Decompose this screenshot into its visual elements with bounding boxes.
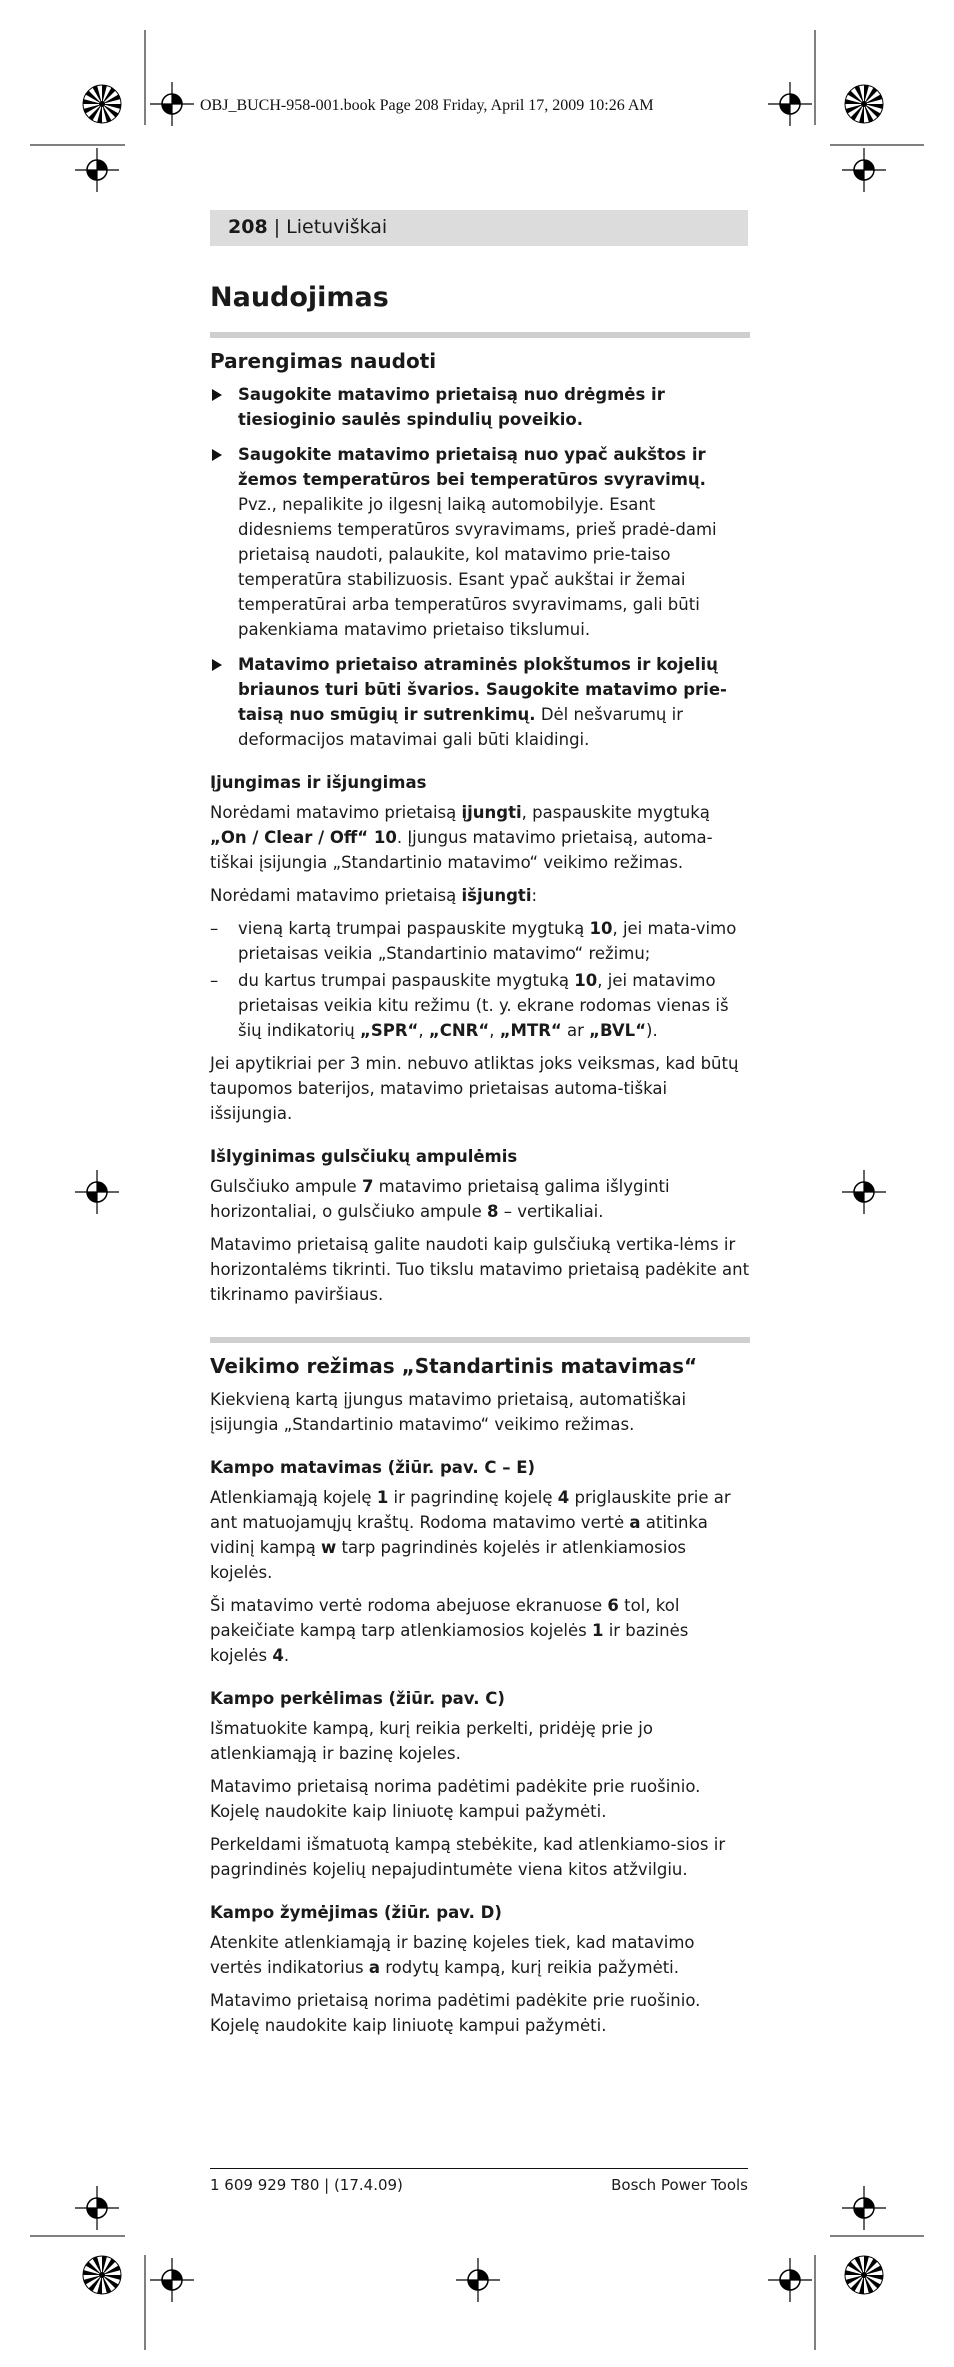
paragraph: Gulsčiuko ampule 7 matavimo prietaisą galima išlyginti horizontaliai, o gulsčiuko ampule 8 – vertikaliai. [210,1177,670,1221]
paragraph: Ši matavimo vertė rodoma abejuose ekranuose 6 tol, kol pakeičiate kampą tarp atlenkiamosios kojelės 1 ir bazinės kojelės 4. [210,1596,689,1665]
safety-list [210,382,750,752]
heading-kampo-matavimas: Kampo matavimas (žiūr. pav. C – E) [210,1458,536,1477]
paragraph: Norėdami matavimo prietaisą išjungti: [210,886,538,905]
paragraph: Jei apytikriai per 3 min. nebuvo atliktas joks veiksmas, kad būtų taupomos baterijos, matavimo prietaisas automa-tiškai išsijungia. [210,1054,739,1123]
paragraph: Perkeldami išmatuotą kampą stebėkite, kad atlenkiamo-sios ir pagrindinės kojelių nepajudintumėte viena kitos atžvilgiu. [210,1835,726,1879]
heading-kampo-zymejimas: Kampo žymėjimas (žiūr. pav. D) [210,1903,502,1922]
paragraph: Kiekvieną kartą įjungus matavimo prietaisą, automatiškai įsijungia „Standartinio matavimo“ veikimo režimas. [210,1390,687,1434]
paragraph: Išmatuokite kampą, kurį reikia perkelti, pridėję prie jo atlenkiamąją ir bazinę kojeles. [210,1719,653,1763]
heading-ijungimas: Įjungimas ir išjungimas [210,773,427,792]
paragraph: Atlenkiamąją kojelę 1 ir pagrindinę kojelę 4 priglauskite prie ar ant matuojamųjų kraštų. Rodoma matavimo vertė a atitinka vidinį kampą w tarp pagrindinės kojelės ir atlenkiamosios kojelės. [210,1488,731,1582]
footer-doc-number: 1 609 929 T80 | (17.4.09) [210,2176,403,2194]
bullet-arrow-icon [212,449,222,461]
dash-item: – vieną kartą trumpai paspauskite mygtuką 10, jei mata-vimo prietaisas veikia „Standartinio matavimo“ režimu; [210,919,737,963]
heading-kampo-perkelimas: Kampo perkėlimas (žiūr. pav. C) [210,1689,505,1708]
bullet-arrow-icon [212,389,222,401]
paragraph: Matavimo prietaisą norima padėtimi padėkite prie ruošinio. Kojelę naudokite kaip liniuotę kampui pažymėti. [210,1991,701,2035]
footer-divider [210,2168,748,2169]
section-title: Naudojimas [210,282,389,313]
main-content [210,280,750,2046]
paragraph: Matavimo prietaisą norima padėtimi padėkite prie ruošinio. Kojelę naudokite kaip liniuotę kampui pažymėti. [210,1777,701,1821]
heading-parengimas: Parengimas naudoti [210,349,437,373]
paragraph: Atenkite atlenkiamąją ir bazinę kojeles tiek, kad matavimo vertės indikatorius a rodytų kampą, kurį reikia pažymėti. [210,1933,695,1977]
page-language: Lietuviškai [286,216,388,238]
heading-veikimo: Veikimo režimas „Standartinis matavimas“ [210,1354,698,1378]
footer-brand: Bosch Power Tools [611,2176,748,2194]
page-number: 208 [228,216,268,238]
page-header: 208 | Lietuviškai [228,216,388,238]
dash-list [210,916,750,1043]
safety-item: Saugokite matavimo prietaisą nuo drėgmės ir tiesioginio saulės spindulių poveikio. [210,382,750,432]
dash-item: – du kartus trumpai paspauskite mygtuką 10, jei matavimo prietaisas veikia kitu režimu (t. y. ekrane rodomas vienas iš šių indikatorių „SPR“, „CNR“, „MTR“ ar „BVL“). [210,971,729,1040]
section-divider [210,332,750,338]
page-header-bar [210,210,748,246]
bullet-arrow-icon [212,659,222,671]
paragraph: Matavimo prietaisą galite naudoti kaip gulsčiuką vertika-lėms ir horizontalėms tikrinti. Tuo tikslu matavimo prietaisą padėkite ant tikrinamo paviršiaus. [210,1235,750,1304]
section-divider [210,1337,750,1343]
paragraph: Norėdami matavimo prietaisą įjungti, paspauskite mygtuką „On / Clear / Off“ 10. Įjungus matavimo prietaisą, automa-tiškai įsijungia „Standartinio matavimo“ veikimo režimas. [210,803,713,872]
safety-item: Matavimo prietaiso atraminės plokštumos ir kojelių briaunos turi būti švarios. Saugokite matavimo prie-taisą nuo smūgių ir sutrenkimų. Dėl nešvarumų ir deformacijos matavimai gali būti klaidingi. [210,652,750,752]
print-header: OBJ_BUCH-958-001.book Page 208 Friday, April 17, 2009 10:26 AM [200,97,654,114]
heading-islyginimas: Išlyginimas gulsčiukų ampulėmis [210,1147,518,1166]
safety-item: Saugokite matavimo prietaisą nuo ypač aukštos ir žemos temperatūros bei temperatūros svyravimų. Pvz., nepalikite jo ilgesnį laiką automobilyje. Esant didesniems temperatūros svyravimams, prieš pradė-dami prietaisą naudoti, palaukite, kol matavimo prie-taiso temperatūra stabilizuosis. Esant ypač aukštai ir žemai temperatūrai arba temperatūros svyravimams, gali būti pakenkiama matavimo prietaiso tikslumui. [210,442,750,642]
